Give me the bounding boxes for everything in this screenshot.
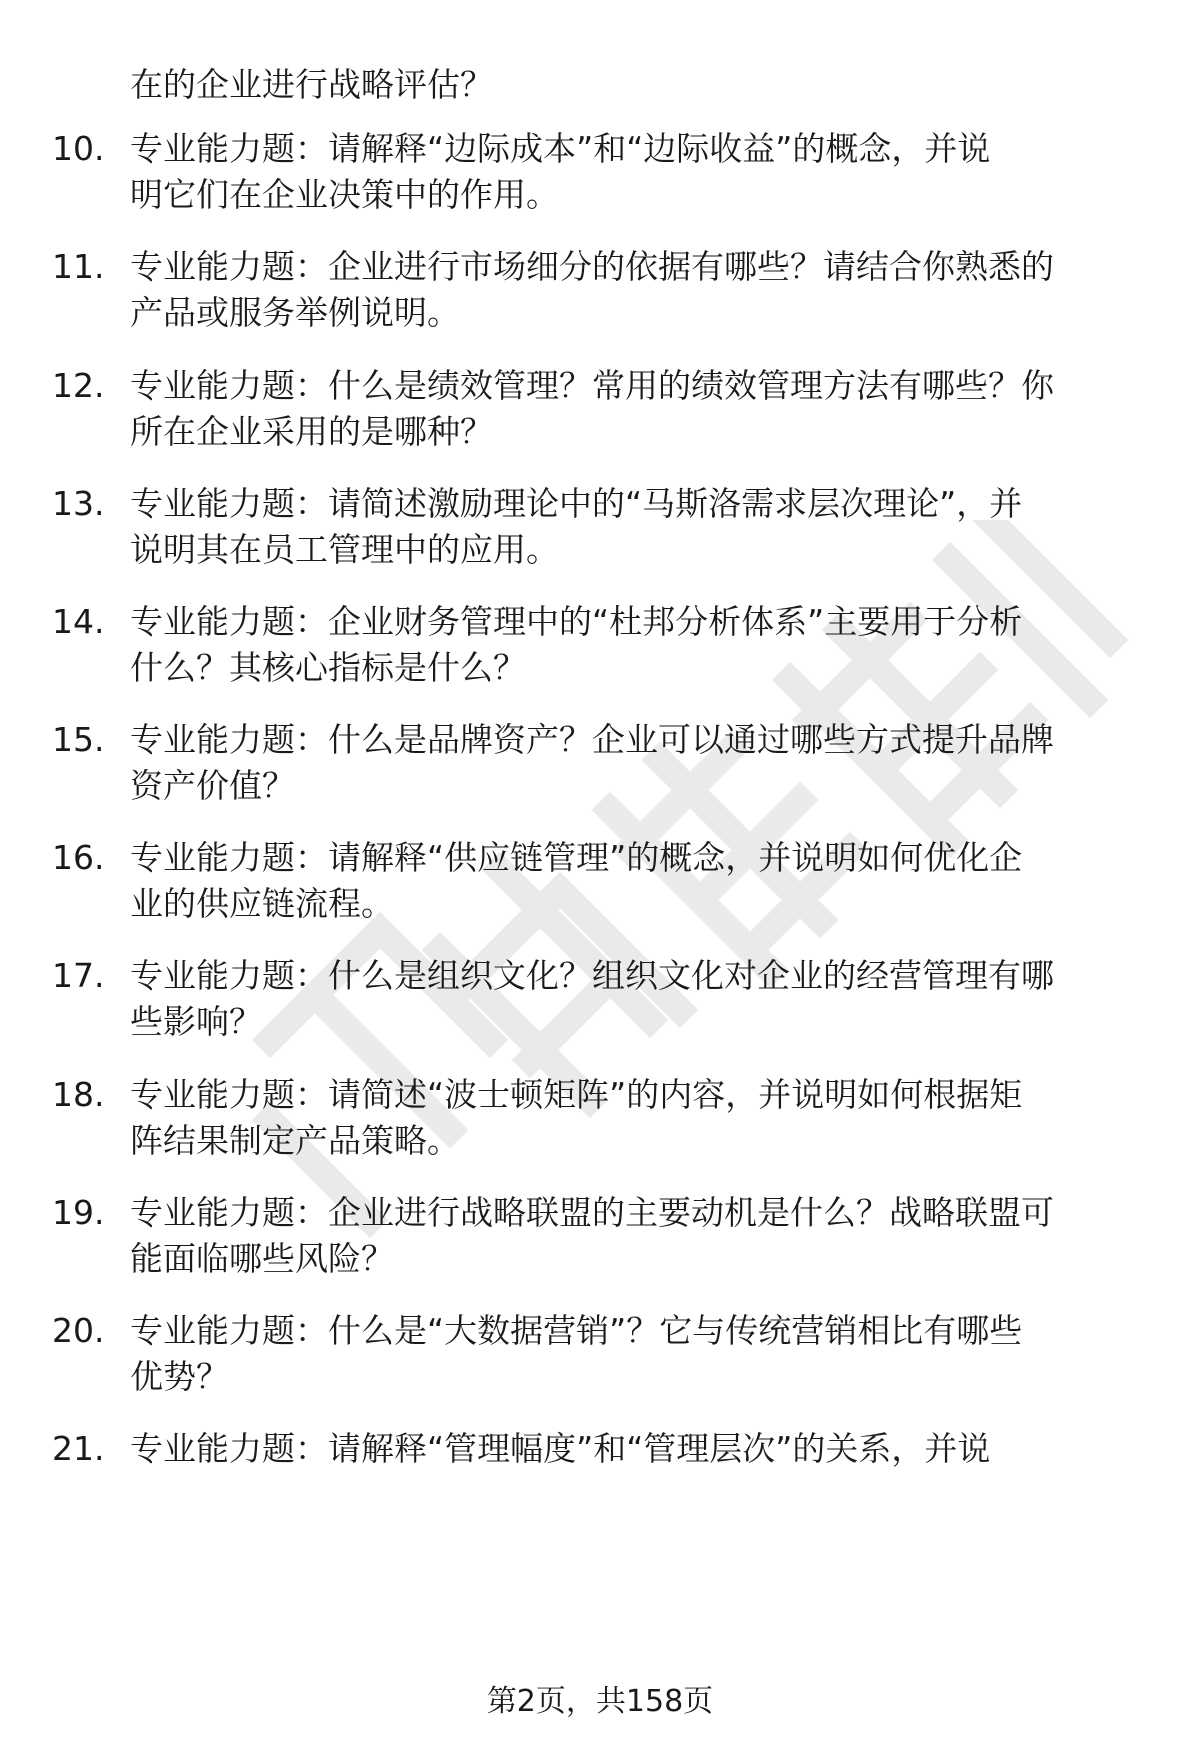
- question-text: [130, 1190, 1140, 1282]
- question-text: [130, 717, 1140, 809]
- question-text: [130, 363, 1140, 455]
- question-number: 18.: [52, 1075, 105, 1114]
- question-line: 专业能力题：请简述“波士顿矩阵”的内容，并说明如何根据矩: [130, 1075, 1023, 1114]
- question-line: 专业能力题：企业财务管理中的“杜邦分析体系”主要用于分析: [130, 602, 1023, 641]
- question-line: 专业能力题：请解释“供应链管理”的概念，并说明如何优化企: [130, 838, 1023, 877]
- question-line: 阵结果制定产品策略。: [130, 1121, 460, 1160]
- question-line: 专业能力题：请解释“管理幅度”和“管理层次”的关系，并说: [130, 1429, 991, 1468]
- question-line: 些影响？: [130, 1002, 262, 1041]
- question-text: [130, 1426, 1140, 1472]
- question-line: 说明其在员工管理中的应用。: [130, 530, 559, 569]
- question-line: 专业能力题：请解释“边际成本”和“边际收益”的概念，并说: [130, 129, 991, 168]
- question-number: 16.: [52, 838, 105, 877]
- question-number: 19.: [52, 1193, 105, 1232]
- question-text: [130, 953, 1140, 1045]
- question-number: 17.: [52, 956, 105, 995]
- question-line: 专业能力题：企业进行市场细分的依据有哪些？请结合你熟悉的: [130, 247, 1054, 286]
- question-line: 专业能力题：企业进行战略联盟的主要动机是什么？战略联盟可: [130, 1193, 1054, 1232]
- question-line: 什么？其核心指标是什么？: [130, 648, 526, 687]
- question-number: 12.: [52, 366, 105, 405]
- question-text: [130, 1072, 1140, 1164]
- question-text: [130, 835, 1140, 927]
- question-number: 14.: [52, 602, 105, 641]
- question-line: 能面临哪些风险？: [130, 1239, 394, 1278]
- question-line: 专业能力题：什么是绩效管理？常用的绩效管理方法有哪些？你: [130, 366, 1054, 405]
- question-number: 10.: [52, 129, 105, 168]
- question-line: 所在企业采用的是哪种？: [130, 412, 493, 451]
- question-line: 专业能力题：什么是“大数据营销”？它与传统营销相比有哪些: [130, 1311, 1023, 1350]
- question-number: 13.: [52, 484, 105, 523]
- question-line: 专业能力题：什么是品牌资产？企业可以通过哪些方式提升品牌: [130, 720, 1054, 759]
- question-line: 优势？: [130, 1357, 229, 1396]
- continued-question-line: 在的企业进行战略评估？: [130, 65, 493, 104]
- question-text: [130, 481, 1140, 573]
- question-number: 11.: [52, 247, 105, 286]
- question-line: 专业能力题：什么是组织文化？组织文化对企业的经营管理有哪: [130, 956, 1054, 995]
- page-number-footer: 第2页，共158页: [486, 1684, 714, 1719]
- question-line: 专业能力题：请简述激励理论中的“马斯洛需求层次理论”，并: [130, 484, 1023, 523]
- question-line: 资产价值？: [130, 766, 295, 805]
- question-number: 15.: [52, 720, 105, 759]
- question-line: 明它们在企业决策中的作用。: [130, 175, 559, 214]
- question-text: [130, 1308, 1140, 1400]
- question-text: [130, 126, 1140, 218]
- question-number: 21.: [52, 1429, 105, 1468]
- question-text: [130, 599, 1140, 691]
- question-line: 产品或服务举例说明。: [130, 293, 460, 332]
- question-text: [130, 244, 1140, 336]
- question-number: 20.: [52, 1311, 105, 1350]
- question-line: 业的供应链流程。: [130, 884, 394, 923]
